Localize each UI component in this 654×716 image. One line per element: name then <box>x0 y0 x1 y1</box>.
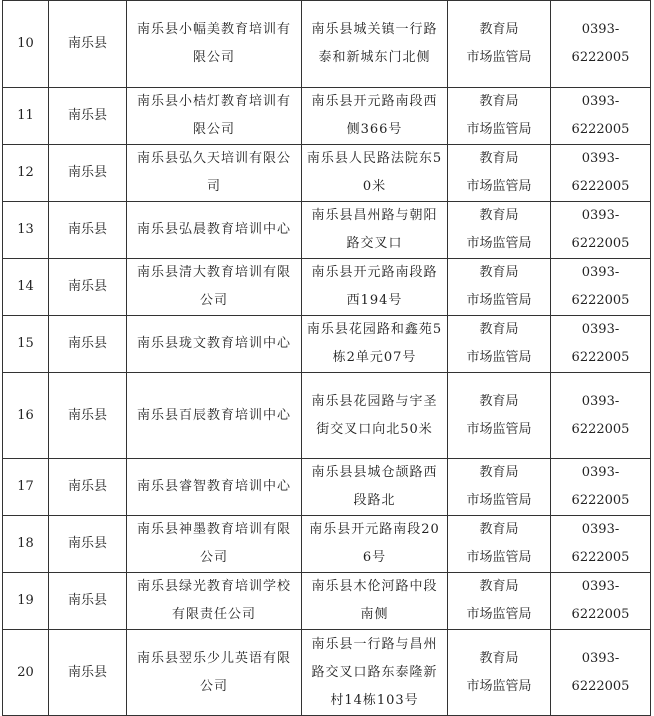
row-number-cell: 10 <box>3 1 49 88</box>
department-line: 市场监管局 <box>466 550 532 565</box>
phone-cell <box>551 1 651 88</box>
department-line: 市场监管局 <box>466 678 532 694</box>
phone-line: 6222005 <box>571 493 630 508</box>
phone-line: 0393- <box>581 393 620 409</box>
address-cell: 南乐县木伦河路中段南侧 <box>302 573 448 630</box>
county-cell: 南乐县 <box>49 88 127 145</box>
institution-name-cell: 南乐县睿智教育培训中心 <box>127 459 302 516</box>
county-cell: 南乐县 <box>49 1 127 88</box>
table-row <box>3 202 651 259</box>
phone-line: 0393- <box>581 650 620 666</box>
county-cell: 南乐县 <box>49 316 127 373</box>
address-cell: 南乐县开元路南段西侧366号 <box>302 88 448 145</box>
institution-name-cell: 南乐县神墨教育培训有限公司 <box>127 516 302 573</box>
department-line: 教育局 <box>479 22 519 37</box>
department-cell <box>448 88 551 145</box>
department-cell <box>448 516 551 573</box>
phone-line: 0393- <box>581 322 620 337</box>
address-cell: 南乐县花园路和鑫苑5栋2单元07号 <box>302 316 448 373</box>
county-cell: 南乐县 <box>49 202 127 259</box>
phone-cell <box>551 145 651 202</box>
table-body <box>3 1 651 716</box>
department-line: 市场监管局 <box>466 293 532 308</box>
county-cell: 南乐县 <box>49 516 127 573</box>
county-cell: 南乐县 <box>49 630 127 716</box>
table-row <box>3 373 651 459</box>
row-number-cell: 20 <box>3 630 49 716</box>
table-row <box>3 88 651 145</box>
department-cell <box>448 202 551 259</box>
row-number-cell: 17 <box>3 459 49 516</box>
county-cell: 南乐县 <box>49 459 127 516</box>
phone-cell <box>551 459 651 516</box>
address-cell: 南乐县人民路法院东50米 <box>302 145 448 202</box>
institution-table <box>2 0 651 716</box>
phone-line: 6222005 <box>571 678 630 694</box>
phone-line: 6222005 <box>571 550 630 565</box>
phone-cell <box>551 88 651 145</box>
phone-line: 6222005 <box>571 236 630 251</box>
department-line: 教育局 <box>479 151 519 166</box>
department-line: 市场监管局 <box>466 350 532 365</box>
department-cell <box>448 373 551 459</box>
department-line: 市场监管局 <box>466 493 532 508</box>
row-number-cell: 19 <box>3 573 49 630</box>
phone-line: 0393- <box>581 94 620 109</box>
address-cell: 南乐县城关镇一行路泰和新城东门北侧 <box>302 1 448 88</box>
phone-cell <box>551 516 651 573</box>
table-row <box>3 1 651 88</box>
table-row <box>3 630 651 716</box>
institution-name-cell: 南乐县珑文教育培训中心 <box>127 316 302 373</box>
row-number-cell: 11 <box>3 88 49 145</box>
department-line: 市场监管局 <box>466 122 532 137</box>
phone-line: 6222005 <box>571 350 630 365</box>
department-cell <box>448 145 551 202</box>
row-number-cell: 18 <box>3 516 49 573</box>
department-line: 教育局 <box>479 208 519 223</box>
department-line: 教育局 <box>479 265 519 280</box>
institution-name-cell: 南乐县绿光教育培训学校有限责任公司 <box>127 573 302 630</box>
row-number-cell: 16 <box>3 373 49 459</box>
phone-line: 0393- <box>581 151 620 166</box>
institution-name-cell: 南乐县翌乐少儿英语有限公司 <box>127 630 302 716</box>
phone-line: 6222005 <box>571 607 630 622</box>
address-cell: 南乐县开元路南段路西194号 <box>302 259 448 316</box>
department-line: 教育局 <box>479 94 519 109</box>
institution-name-cell: 南乐县小幅美教育培训有限公司 <box>127 1 302 88</box>
department-line: 市场监管局 <box>466 179 532 194</box>
institution-name-cell: 南乐县小桔灯教育培训有限公司 <box>127 88 302 145</box>
address-cell: 南乐县开元路南段206号 <box>302 516 448 573</box>
phone-line: 0393- <box>581 265 620 280</box>
county-cell: 南乐县 <box>49 573 127 630</box>
county-cell: 南乐县 <box>49 145 127 202</box>
phone-line: 6222005 <box>571 122 630 137</box>
county-cell: 南乐县 <box>49 259 127 316</box>
phone-line: 0393- <box>581 208 620 223</box>
institution-name-cell: 南乐县清大教育培训有限公司 <box>127 259 302 316</box>
department-line: 教育局 <box>479 522 519 537</box>
row-number-cell: 15 <box>3 316 49 373</box>
institution-name-cell: 南乐县弘久天培训有限公司 <box>127 145 302 202</box>
department-cell <box>448 1 551 88</box>
phone-cell <box>551 316 651 373</box>
department-line: 教育局 <box>479 579 519 594</box>
table-row <box>3 316 651 373</box>
county-cell: 南乐县 <box>49 373 127 459</box>
institution-name-cell: 南乐县弘晨教育培训中心 <box>127 202 302 259</box>
department-line: 教育局 <box>479 393 519 409</box>
phone-line: 0393- <box>581 522 620 537</box>
row-number-cell: 14 <box>3 259 49 316</box>
table-row <box>3 145 651 202</box>
phone-cell <box>551 630 651 716</box>
row-number-cell: 12 <box>3 145 49 202</box>
phone-line: 6222005 <box>571 421 630 437</box>
department-line: 市场监管局 <box>466 421 532 437</box>
department-cell <box>448 573 551 630</box>
phone-line: 0393- <box>581 22 620 37</box>
table-row <box>3 459 651 516</box>
department-line: 市场监管局 <box>466 50 532 65</box>
department-cell <box>448 630 551 716</box>
department-cell <box>448 459 551 516</box>
department-line: 市场监管局 <box>466 236 532 251</box>
address-cell: 南乐县县城仓颉路西段路北 <box>302 459 448 516</box>
phone-cell <box>551 573 651 630</box>
department-line: 市场监管局 <box>466 607 532 622</box>
table-row <box>3 573 651 630</box>
phone-line: 6222005 <box>571 179 630 194</box>
phone-cell <box>551 259 651 316</box>
department-line: 教育局 <box>479 322 519 337</box>
phone-line: 0393- <box>581 465 620 480</box>
table-row <box>3 259 651 316</box>
department-line: 教育局 <box>479 465 519 480</box>
phone-line: 0393- <box>581 579 620 594</box>
phone-cell <box>551 373 651 459</box>
row-number-cell: 13 <box>3 202 49 259</box>
table-row <box>3 516 651 573</box>
department-cell <box>448 259 551 316</box>
phone-line: 6222005 <box>571 293 630 308</box>
phone-cell <box>551 202 651 259</box>
address-cell: 南乐县花园路与宇圣街交叉口向北50米 <box>302 373 448 459</box>
address-cell: 南乐县一行路与昌州路交叉口路东泰隆新村14栋103号 <box>302 630 448 716</box>
address-cell: 南乐县昌州路与朝阳路交叉口 <box>302 202 448 259</box>
institution-name-cell: 南乐县百辰教育培训中心 <box>127 373 302 459</box>
phone-line: 6222005 <box>571 50 630 65</box>
department-cell <box>448 316 551 373</box>
department-line: 教育局 <box>479 650 519 666</box>
